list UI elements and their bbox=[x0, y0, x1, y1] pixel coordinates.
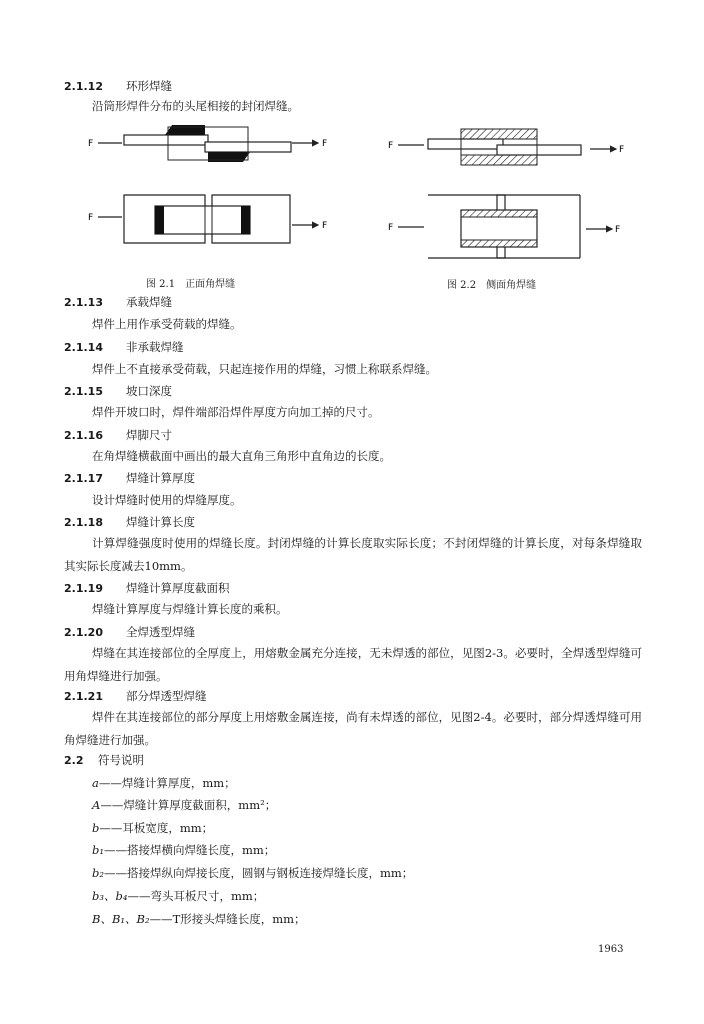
clause-number: 2.1.12 bbox=[64, 80, 103, 93]
symbol-item: b₁——搭接焊横向焊缝长度，mm； bbox=[92, 843, 276, 857]
clause-heading-2-1-14: 2.1.14 非承载焊缝 bbox=[64, 340, 184, 354]
svg-text:F: F bbox=[615, 225, 621, 235]
fig1-plan-view bbox=[88, 195, 327, 243]
force-label-left: F bbox=[88, 139, 94, 149]
weld-left bbox=[155, 206, 164, 234]
svg-text:F: F bbox=[88, 213, 94, 223]
clause-text-2-1-14: 焊件上不直接承受荷载，只起连接作用的焊缝，习惯上称联系焊缝。 bbox=[92, 362, 437, 376]
clause-text-2-1-17: 设计焊缝时使用的焊缝厚度。 bbox=[92, 493, 242, 507]
fig2-top-view bbox=[388, 129, 624, 165]
weld-right bbox=[241, 206, 250, 234]
symbol-item: a——焊缝计算厚度，mm； bbox=[92, 776, 236, 790]
symbol-item: A——焊缝计算厚度截面积，mm²； bbox=[92, 798, 277, 812]
svg-text:F: F bbox=[322, 221, 328, 231]
page-number: 1963 bbox=[598, 944, 624, 955]
clause-heading-2-1-15: 2.1.15 坡口深度 bbox=[64, 384, 172, 398]
clause-text-2-1-13: 焊件上用作承受荷载的焊缝。 bbox=[92, 317, 242, 331]
clause-heading-2-1-17: 2.1.17 焊缝计算厚度 bbox=[64, 471, 195, 485]
clause-title: 环形焊缝 bbox=[126, 79, 172, 93]
section-heading-2-2: 2.2 符号说明 bbox=[64, 753, 144, 767]
clause-text-2-1-16: 在角焊缝横截面中画出的最大直角三角形中直角边的长度。 bbox=[92, 449, 391, 463]
weld-figures bbox=[0, 0, 704, 300]
clause-text-2-1-12: 沿筒形焊件分布的头尾相接的封闭焊缝。 bbox=[92, 99, 299, 113]
symbol-item: b₂——搭接焊纵向焊接长度，圆钢与钢板连接焊缝长度，mm； bbox=[92, 866, 414, 880]
svg-text:F: F bbox=[322, 139, 328, 149]
clause-heading-2-1-16: 2.1.16 焊脚尺寸 bbox=[64, 428, 172, 442]
clause-heading-2-1-18: 2.1.18 焊缝计算长度 bbox=[64, 515, 195, 529]
clause-text-2-1-20: 焊缝在其连接部位的全厚度上，用熔敷金属充分连接，无未焊透的部位，见图2-3。必要时，全焊透型焊缝可用角焊缝进行加强。 bbox=[64, 646, 642, 683]
fig2-plan-view bbox=[388, 195, 620, 258]
symbol-item: B、B₁、B₂——T形接头焊缝长度，mm； bbox=[92, 912, 306, 926]
symbol-item: b₃、b₄——弯头耳板尺寸，mm； bbox=[92, 889, 265, 903]
clause-text-2-1-15: 焊件开坡口时，焊件端部沿焊件厚度方向加工掉的尺寸。 bbox=[92, 405, 380, 419]
symbol-item: b——耳板宽度，mm； bbox=[92, 821, 214, 835]
clause-heading-2-1-19: 2.1.19 焊缝计算厚度截面积 bbox=[64, 581, 230, 595]
figure-caption-2-2: 图 2.2 侧面角焊缝 bbox=[447, 280, 537, 291]
clause-text-2-1-19: 焊缝计算厚度与焊缝计算长度的乘积。 bbox=[92, 602, 288, 616]
svg-text:F: F bbox=[388, 223, 394, 233]
plate-left bbox=[124, 135, 208, 145]
clause-text-2-1-21: 焊件在其连接部位的部分厚度上用熔敷金属连接，尚有未焊透的部位，见图2-4。必要时，部分焊透焊缝可用角焊缝进行加强。 bbox=[64, 710, 642, 747]
svg-text:F: F bbox=[388, 141, 394, 151]
fig1-top-view bbox=[88, 125, 327, 162]
svg-text:F: F bbox=[619, 145, 625, 155]
figure-caption-2-1: 图 2.1 正面角焊缝 bbox=[146, 279, 236, 290]
clause-heading-2-1-20: 2.1.20 全焊透型焊缝 bbox=[64, 625, 195, 639]
clause-heading-2-1-21: 2.1.21 部分焊透型焊缝 bbox=[64, 689, 207, 703]
clause-heading-2-1-13: 2.1.13 承载焊缝 bbox=[64, 295, 172, 309]
clause-text-2-1-18: 计算焊缝强度时使用的焊缝长度。封闭焊缝的计算长度取实际长度；不封闭焊缝的计算长度，对每条焊缝取其实际长度减去10mm。 bbox=[64, 536, 642, 573]
